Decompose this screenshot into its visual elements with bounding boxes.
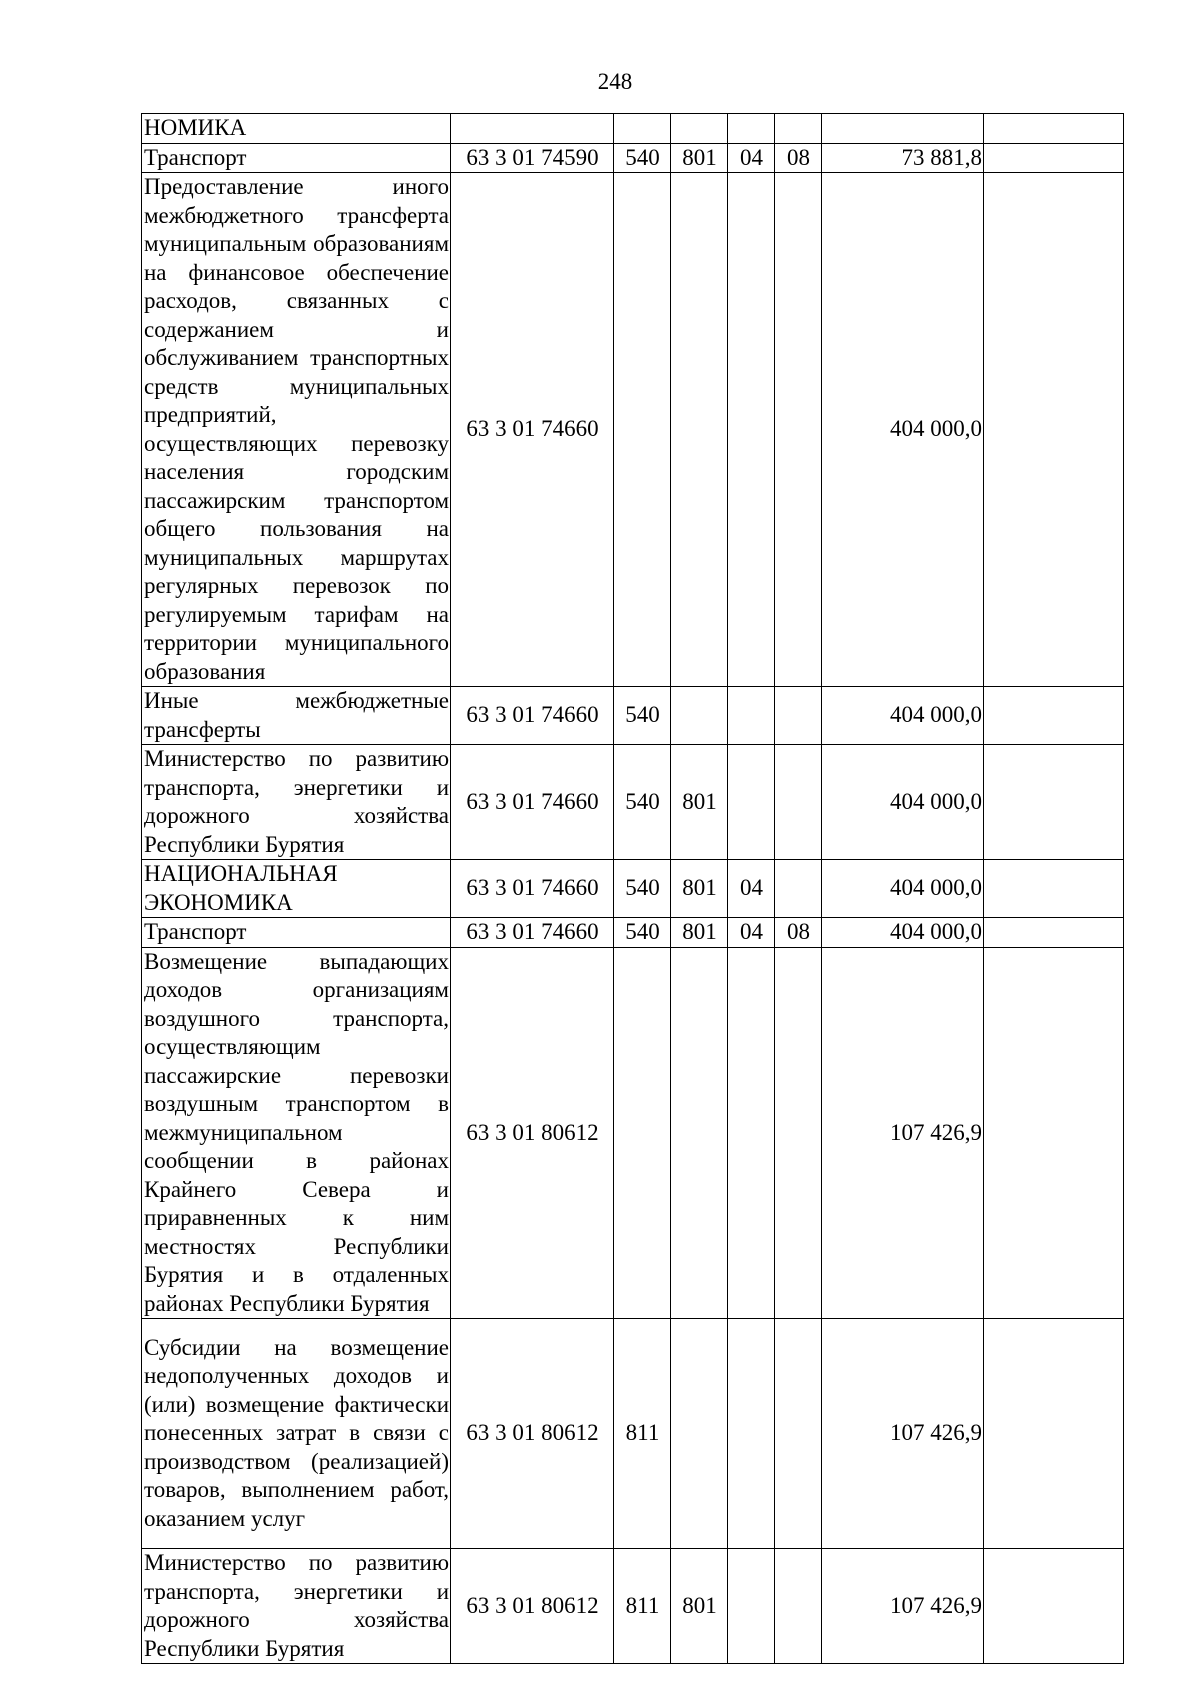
subsection-code [775, 745, 822, 860]
amount-value: 404 000,0 [822, 173, 984, 687]
table-row [142, 918, 1124, 948]
administrator-code: 801 [671, 745, 728, 860]
row-name: Транспорт [142, 918, 451, 948]
amount-value: 404 000,0 [822, 745, 984, 860]
expense-type-code: 540 [614, 687, 671, 745]
amount-value: 404 000,0 [822, 860, 984, 918]
extra-cell [984, 745, 1124, 860]
administrator-code [671, 1319, 728, 1549]
target-article-code: 63 3 01 80612 [451, 1319, 614, 1549]
amount-value: 404 000,0 [822, 918, 984, 948]
administrator-code: 801 [671, 1549, 728, 1664]
section-code [728, 1549, 775, 1664]
row-name: Министерство по развитию транспорта, энергетики и дорожного хозяйства Республики Бурятия [142, 745, 451, 860]
table-row [142, 1549, 1124, 1664]
extra-cell [984, 143, 1124, 173]
expense-type-code: 540 [614, 745, 671, 860]
row-name: Министерство по развитию транспорта, энергетики и дорожного хозяйства Республики Бурятия [142, 1549, 451, 1664]
extra-cell [984, 918, 1124, 948]
subsection-code [775, 687, 822, 745]
section-code: 04 [728, 918, 775, 948]
amount-value: 73 881,8 [822, 143, 984, 173]
administrator-code [671, 687, 728, 745]
row-name: Возмещение выпадающих доходов организациям воздушного транспорта, осуществляющим пассажирские перевозки воздушным транспортом в межмуниципальном сообщении в районах Крайнего Севера и приравненных к ним местностях Республики Бурятия и в отдаленных районах Республики Бурятия [142, 947, 451, 1319]
administrator-code: 801 [671, 860, 728, 918]
amount-value [822, 114, 984, 144]
row-name: Субсидии на возмещение недополученных доходов и (или) возмещение фактически понесенных затрат в связи с производством (реализацией) товаров, выполнением работ, оказанием услуг [142, 1319, 451, 1549]
extra-cell [984, 1549, 1124, 1664]
subsection-code [775, 860, 822, 918]
extra-cell [984, 687, 1124, 745]
target-article-code: 63 3 01 74660 [451, 745, 614, 860]
table-row [142, 114, 1124, 144]
section-code [728, 947, 775, 1319]
row-name: Иные межбюджетные трансферты [142, 687, 451, 745]
table-row [142, 173, 1124, 687]
extra-cell [984, 860, 1124, 918]
extra-cell [984, 114, 1124, 144]
administrator-code [671, 947, 728, 1319]
subsection-code [775, 114, 822, 144]
section-code: 04 [728, 143, 775, 173]
row-name: Транспорт [142, 143, 451, 173]
expense-type-code: 540 [614, 918, 671, 948]
target-article-code: 63 3 01 80612 [451, 1549, 614, 1664]
expense-type-code [614, 947, 671, 1319]
table-row [142, 860, 1124, 918]
amount-value: 107 426,9 [822, 1319, 984, 1549]
administrator-code [671, 114, 728, 144]
row-name: НАЦИОНАЛЬНАЯ ЭКОНОМИКА [142, 860, 451, 918]
amount-value: 404 000,0 [822, 687, 984, 745]
expense-type-code [614, 114, 671, 144]
table-row [142, 143, 1124, 173]
page-number: 248 [597, 69, 633, 94]
expense-type-code: 540 [614, 143, 671, 173]
subsection-code [775, 1319, 822, 1549]
row-name: НОМИКА [142, 114, 451, 144]
extra-cell [984, 947, 1124, 1319]
extra-cell [984, 173, 1124, 687]
table-row [142, 687, 1124, 745]
target-article-code [451, 114, 614, 144]
target-article-code: 63 3 01 80612 [451, 947, 614, 1319]
administrator-code [671, 173, 728, 687]
expense-type-code [614, 173, 671, 687]
section-code [728, 173, 775, 687]
target-article-code: 63 3 01 74660 [451, 860, 614, 918]
table-row [142, 1319, 1124, 1549]
target-article-code: 63 3 01 74590 [451, 143, 614, 173]
section-code [728, 745, 775, 860]
expense-type-code: 540 [614, 860, 671, 918]
subsection-code [775, 947, 822, 1319]
subsection-code: 08 [775, 143, 822, 173]
section-code [728, 1319, 775, 1549]
expense-type-code: 811 [614, 1549, 671, 1664]
subsection-code [775, 1549, 822, 1664]
section-code [728, 114, 775, 144]
row-name: Предоставление иного межбюджетного трансферта муниципальным образованиям на финансовое обеспечение расходов, связанных с содержанием и обслуживанием транспортных средств муниципальных предприятий, осуществляющих перевозку населения городским пассажирским транспортом общего пользования на муниципальных маршрутах регулярных перевозок по регулируемым тарифам на территории муниципального образования [142, 173, 451, 687]
budget-table [141, 113, 1124, 1664]
amount-value: 107 426,9 [822, 1549, 984, 1664]
target-article-code: 63 3 01 74660 [451, 173, 614, 687]
section-code [728, 687, 775, 745]
section-code: 04 [728, 860, 775, 918]
subsection-code [775, 173, 822, 687]
extra-cell [984, 1319, 1124, 1549]
expense-type-code: 811 [614, 1319, 671, 1549]
amount-value: 107 426,9 [822, 947, 984, 1319]
administrator-code: 801 [671, 143, 728, 173]
subsection-code: 08 [775, 918, 822, 948]
table-row [142, 947, 1124, 1319]
target-article-code: 63 3 01 74660 [451, 918, 614, 948]
target-article-code: 63 3 01 74660 [451, 687, 614, 745]
table-row [142, 745, 1124, 860]
administrator-code: 801 [671, 918, 728, 948]
